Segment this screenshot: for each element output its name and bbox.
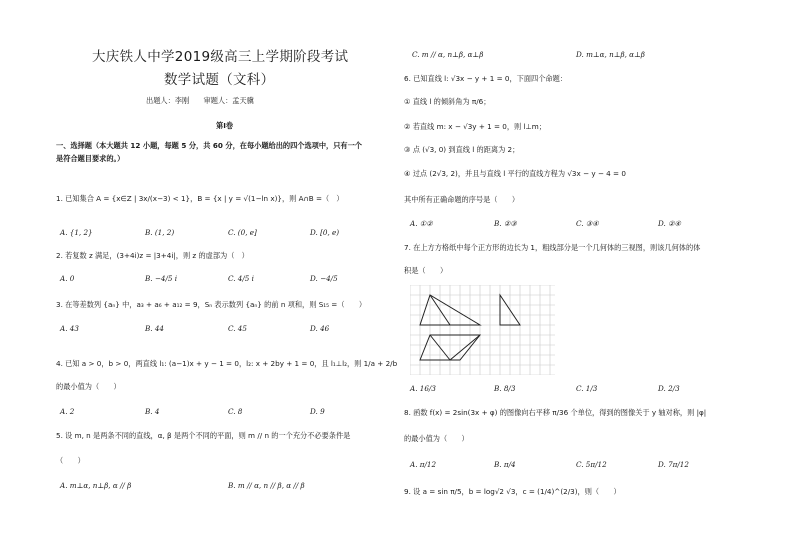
q3-option-b: B. 44 xyxy=(145,324,164,333)
q4-option-b: B. 4 xyxy=(145,407,160,416)
question-7-line2: 积是（ ） xyxy=(404,266,448,275)
instructions-line2: 是符合题目要求的。） xyxy=(56,154,125,163)
q5-option-d: D. m⊥α, n⊥β, α⊥β xyxy=(576,50,645,59)
q3-option-c: C. 45 xyxy=(228,324,247,333)
instructions-line1: 一、选择题（本大题共 12 小题，每题 5 分，共 60 分，在每小题给出的四个选项中，只有一个 xyxy=(56,141,362,150)
q2-option-a: A. 0 xyxy=(60,274,75,283)
q8-option-a: A. π/12 xyxy=(410,460,437,469)
q1-option-c: C. (0, e] xyxy=(228,228,257,237)
q1-option-d: D. [0, e) xyxy=(310,228,340,237)
q6-option-c: C. ③④ xyxy=(576,219,599,228)
q3-option-a: A. 43 xyxy=(60,324,79,333)
q4-option-d: D. 9 xyxy=(310,407,325,416)
q6-option-a: A. ①② xyxy=(410,219,433,228)
question-4-tail: 的最小值为（ ） xyxy=(56,382,121,391)
q8-option-b: B. π/4 xyxy=(494,460,516,469)
q6-statement-3: ③ 点 (√3, 0) 到直线 l 的距离为 2； xyxy=(404,145,520,154)
question-9: 9. 设 a = sin π/5，b = log√2 √3，c = (1/4)^(2/3)，则（ ） xyxy=(404,487,621,496)
q1-option-a: A. {1, 2} xyxy=(60,228,93,237)
question-3: 3. 在等差数列 {aₙ} 中，a₃ + a₆ + a₁₂ = 9，Sₙ 表示数列 {aₙ} 的前 n 项和，则 S₁₅ =（ ） xyxy=(56,300,367,309)
q1-option-b: B. (1, 2) xyxy=(145,228,175,237)
q7-option-d: D. 2/3 xyxy=(658,384,680,393)
question-5-paren: （ ） xyxy=(56,456,85,465)
q4-option-c: C. 8 xyxy=(228,407,243,416)
question-6: 6. 已知直线 l: √3x − y + 1 = 0，下面四个命题： xyxy=(404,74,567,83)
q6-option-b: B. ②③ xyxy=(494,219,517,228)
q7-option-a: A. 16/3 xyxy=(410,384,436,393)
q7-option-c: C. 1/3 xyxy=(576,384,598,393)
three-view-grid-figure xyxy=(410,285,555,375)
question-8-line2: 的最小值为（ ） xyxy=(404,434,469,443)
q5-option-c: C. m // α, n⊥β, α⊥β xyxy=(412,50,484,59)
question-1: 1. 已知集合 A = {x∈Z | 3x/(x−3) < 1}，B = {x | y = √(1−ln x)}，则 A∩B =（ ） xyxy=(56,194,344,203)
q5-option-b: B. m // α, n // β, α // β xyxy=(228,481,305,490)
q2-option-d: D. −4/5 xyxy=(310,274,338,283)
question-4: 4. 已知 a > 0，b > 0，两直线 l₁: (a−1)x + y − 1 = 0，l₂: x + 2by + 1 = 0，且 l₁⊥l₂，则 1/a + 2/b xyxy=(56,359,398,368)
question-5: 5. 设 m, n 是两条不同的直线，α, β 是两个不同的平面，则 m // n 的一个充分不必要条件是 xyxy=(56,431,351,440)
q6-question: 其中所有正确命题的序号是（ ） xyxy=(404,195,520,204)
q8-option-c: C. 5π/12 xyxy=(576,460,607,469)
q6-option-d: D. ②④ xyxy=(658,219,681,228)
q2-option-b: B. −4/5 i xyxy=(145,274,178,283)
section-heading: 第Ⅰ卷 xyxy=(216,121,234,130)
q2-option-c: C. 4/5 i xyxy=(228,274,254,283)
exam-title: 大庆铁人中学2019级高三上学期阶段考试 xyxy=(92,49,349,65)
question-2: 2. 若复数 z 满足，(3+4i)z = |3+4i|，则 z 的虚部为（ ） xyxy=(56,251,249,260)
q6-statement-2: ② 若直线 m: x − √3y + 1 = 0，则 l⊥m； xyxy=(404,122,546,131)
q7-option-b: B. 8/3 xyxy=(494,384,516,393)
q8-option-d: D. 7π/12 xyxy=(658,460,689,469)
question-8-line1: 8. 函数 f(x) = 2sin(3x + φ) 的图像向右平移 π/36 个单位，得到的图像关于 y 轴对称，则 |φ| xyxy=(404,408,707,417)
q6-statement-1: ① 直线 l 的倾斜角为 π/6； xyxy=(404,97,491,106)
q5-option-a: A. m⊥α, n⊥β, α // β xyxy=(60,481,132,490)
question-7-line1: 7. 在上方方格纸中每个正方形的边长为 1，粗线部分是一个几何体的三视图，则该几何体的体 xyxy=(404,243,701,252)
authors-line: 出题人：李刚 审题人：孟天骥 xyxy=(146,96,254,105)
q6-statement-4: ④ 过点 (2√3, 2)，并且与直线 l 平行的直线方程为 √3x − y − 4 = 0 xyxy=(404,169,626,178)
exam-subtitle: 数学试题（文科） xyxy=(164,72,275,88)
q3-option-d: D. 46 xyxy=(310,324,330,333)
q4-option-a: A. 2 xyxy=(60,407,75,416)
